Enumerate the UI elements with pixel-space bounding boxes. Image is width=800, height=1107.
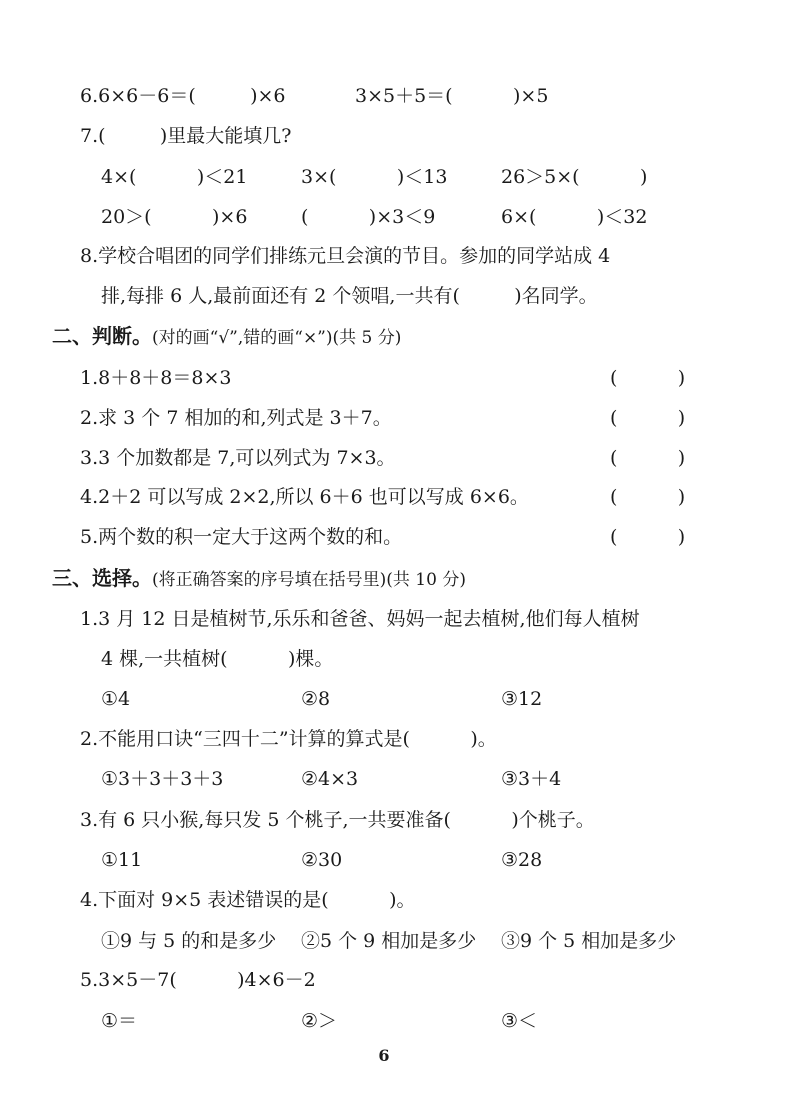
choice-q1-option-3[interactable]: ③12 — [501, 688, 543, 710]
choice-q1-line1: 1.3 月 12 日是植树节,乐乐和爸爸、妈妈一起去植树,他们每人植树 — [80, 608, 640, 630]
choice-q2-option-3[interactable]: ③3＋4 — [501, 768, 562, 790]
choice-q2-option-2[interactable]: ②4×3 — [301, 768, 359, 790]
judge-item-5: 5.两个数的积一定大于这两个数的和。 — [80, 526, 403, 548]
section-3-heading — [52, 566, 466, 592]
choice-q4-line1: 4.下面对 9×5 表述错误的是( )。 — [80, 889, 416, 911]
choice-q5-option-2[interactable]: ②＞ — [301, 1010, 338, 1032]
judge-item-2: 2.求 3 个 7 相加的和,列式是 3＋7。 — [80, 407, 392, 429]
judge-blank-5[interactable]: ( ) — [610, 526, 686, 548]
choice-q4-option-2[interactable]: ②5 个 9 相加是多少 — [301, 930, 477, 952]
choice-q4-option-3[interactable]: ③9 个 5 相加是多少 — [501, 930, 677, 952]
q6-part-b: 3×5＋5＝( )×5 — [355, 85, 549, 107]
choice-q3-option-1[interactable]: ①11 — [101, 849, 143, 871]
judge-blank-1[interactable]: ( ) — [610, 367, 686, 389]
section-2-title: 二、判断。 — [52, 324, 152, 348]
q6-part-a: 6.6×6－6＝( )×6 — [80, 85, 286, 107]
q7-r2-c2: ( )×3＜9 — [301, 206, 436, 228]
choice-q3-option-3[interactable]: ③28 — [501, 849, 543, 871]
page-number: 6 — [378, 1046, 390, 1065]
q8-line1: 8.学校合唱团的同学们排练元旦会演的节目。参加的同学站成 4 — [80, 245, 611, 267]
q7-r1-c1: 4×( )＜21 — [101, 166, 248, 188]
q8-line2: 排,每排 6 人,最前面还有 2 个领唱,一共有( )名同学。 — [101, 285, 598, 307]
section-2-note: (对的画“√”,错的画“×”)(共 5 分) — [152, 328, 402, 348]
judge-item-4: 4.2＋2 可以写成 2×2,所以 6＋6 也可以写成 6×6。 — [80, 486, 529, 508]
judge-blank-4[interactable]: ( ) — [610, 486, 686, 508]
choice-q1-option-2[interactable]: ②8 — [301, 688, 331, 710]
choice-q3-line1: 3.有 6 只小猴,每只发 5 个桃子,一共要准备( )个桃子。 — [80, 809, 595, 831]
q7-r2-c3: 6×( )＜32 — [501, 206, 648, 228]
judge-blank-3[interactable]: ( ) — [610, 447, 686, 469]
q7-title: 7.( )里最大能填几? — [80, 125, 292, 147]
judge-item-1: 1.8＋8＋8＝8×3 — [80, 367, 232, 389]
choice-q5-option-3[interactable]: ③＜ — [501, 1010, 538, 1032]
section-3-note: (将正确答案的序号填在括号里)(共 10 分) — [152, 570, 466, 590]
choice-q2-line1: 2.不能用口诀“三四十二”计算的算式是( )。 — [80, 728, 497, 750]
q7-r1-c3: 26＞5×( ) — [501, 166, 648, 188]
choice-q5-line1: 5.3×5－7( )4×6－2 — [80, 969, 316, 991]
judge-blank-2[interactable]: ( ) — [610, 407, 686, 429]
choice-q4-option-1[interactable]: ①9 与 5 的和是多少 — [101, 930, 277, 952]
q7-r1-c2: 3×( )＜13 — [301, 166, 448, 188]
choice-q2-option-1[interactable]: ①3＋3＋3＋3 — [101, 768, 224, 790]
section-3-title: 三、选择。 — [52, 566, 152, 590]
choice-q5-option-1[interactable]: ①＝ — [101, 1010, 138, 1032]
judge-item-3: 3.3 个加数都是 7,可以列式为 7×3。 — [80, 447, 396, 469]
choice-q1-option-1[interactable]: ①4 — [101, 688, 131, 710]
q7-r2-c1: 20＞( )×6 — [101, 206, 248, 228]
choice-q3-option-2[interactable]: ②30 — [301, 849, 343, 871]
choice-q1-line2: 4 棵,一共植树( )棵。 — [101, 648, 334, 670]
section-2-heading — [52, 324, 401, 350]
